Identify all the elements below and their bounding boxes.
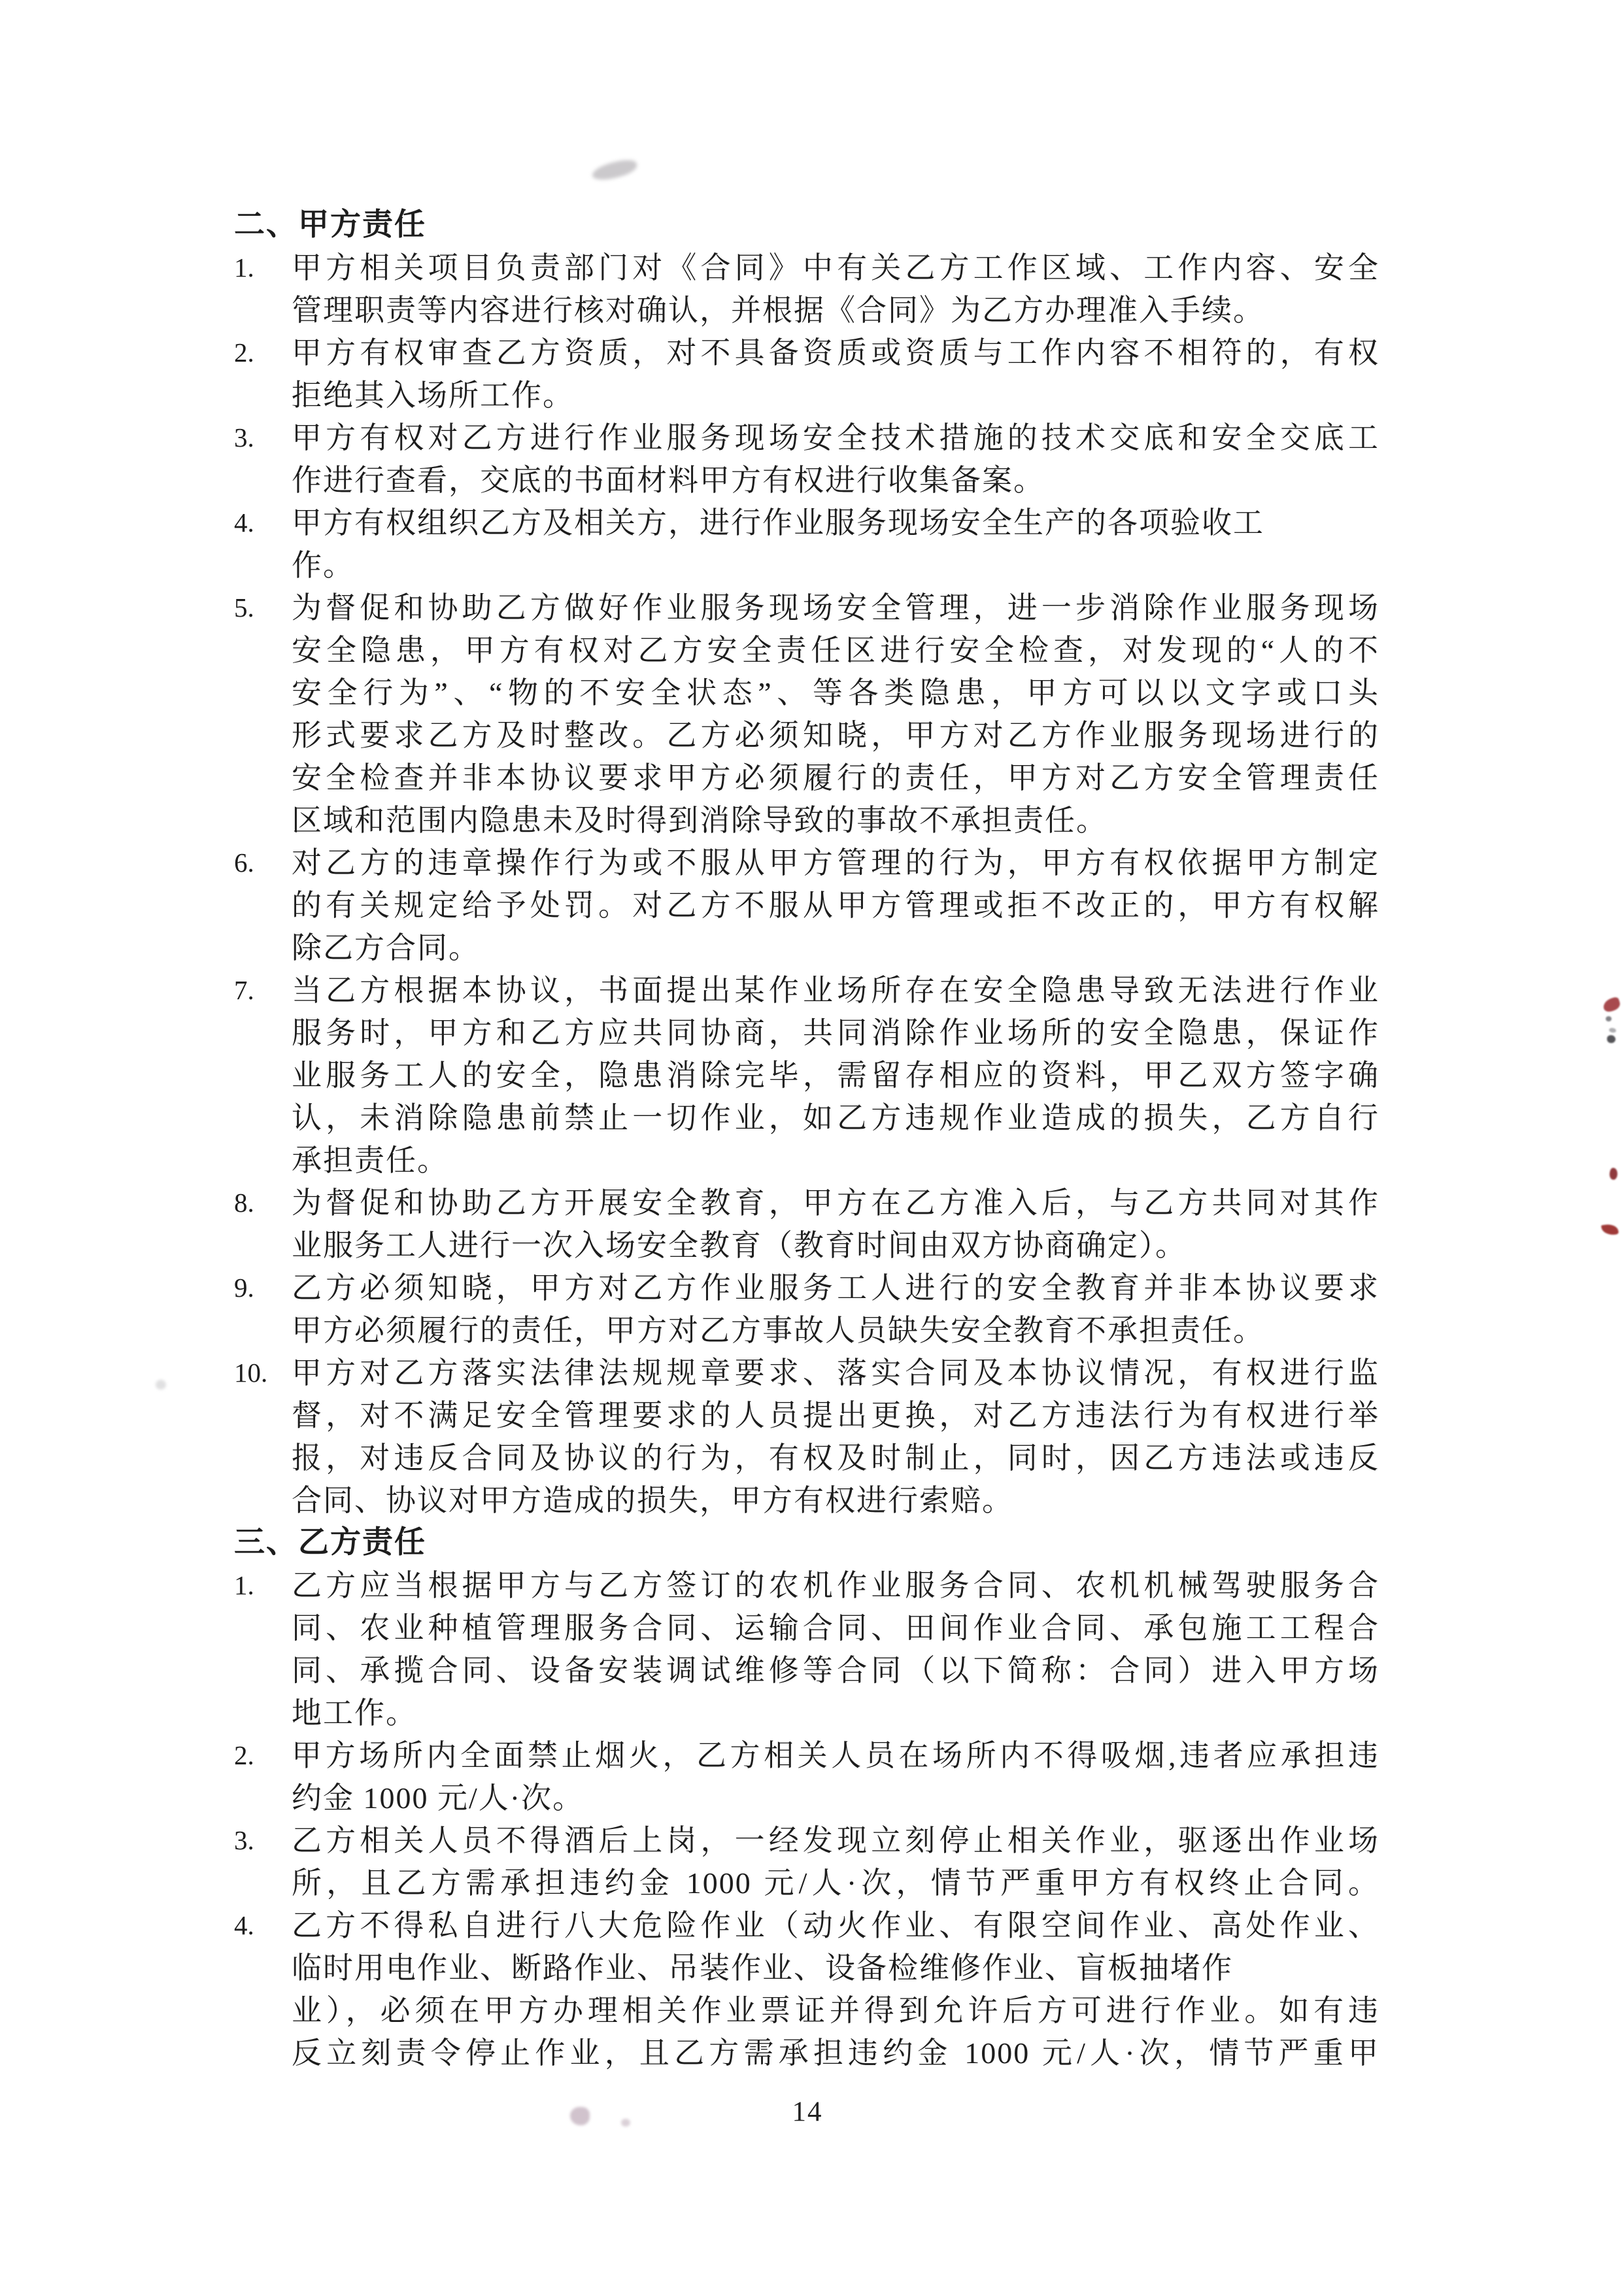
section-heading: 三、乙方责任	[234, 1526, 426, 1560]
text-line: 承担责任。	[292, 1144, 448, 1177]
item-number: 9.	[234, 1273, 254, 1303]
item-number: 6.	[234, 847, 254, 878]
item-number: 3.	[234, 1825, 254, 1855]
item-text	[292, 1734, 1379, 1819]
text-line: 甲方场所内全面禁止烟火，乙方相关人员在场所内不得吸烟,违者应承担违	[292, 1739, 1379, 1772]
text-line: 所，且乙方需承担违约金 1000 元/人·次，情节严重甲方有权终止合同。	[292, 1866, 1379, 1900]
list-item	[234, 1904, 1379, 2074]
item-text	[292, 842, 1379, 969]
item-number: 2.	[234, 1740, 254, 1770]
red-ink-mark-2	[1609, 1167, 1618, 1180]
text-line: 为督促和协助乙方开展安全教育，甲方在乙方准入后，与乙方共同对其作	[292, 1186, 1379, 1220]
list-item	[234, 247, 1379, 332]
text-line: 形式要求乙方及时整改。乙方必须知晓，甲方对乙方作业服务现场进行的	[292, 719, 1379, 752]
item-text	[292, 502, 1379, 587]
text-line: 区域和范围内隐患未及时得到消除导致的事故不承担责任。	[292, 804, 1108, 837]
text-line: 作进行查看，交底的书面材料甲方有权进行收集备案。	[292, 464, 1045, 497]
list-item	[234, 1819, 1379, 1904]
item-number: 8.	[234, 1188, 254, 1218]
text-line: 拒绝其入场所工作。	[292, 379, 574, 412]
pencil-speck-3	[1607, 1035, 1616, 1043]
item-number: 1.	[234, 252, 254, 282]
text-line: 甲方必须履行的责任，甲方对乙方事故人员缺失安全教育不承担责任。	[292, 1314, 1264, 1347]
list-item	[234, 587, 1379, 842]
text-line: 乙方必须知晓，甲方对乙方作业服务工人进行的安全教育并非本协议要求	[292, 1271, 1379, 1305]
text-line: 合同、协议对甲方造成的损失，甲方有权进行索赔。	[292, 1484, 1013, 1517]
text-line: 业服务工人的安全，隐患消除完毕，需留存相应的资料，甲乙双方签字确	[292, 1059, 1379, 1092]
text-line: 地工作。	[292, 1696, 417, 1730]
list-item	[234, 1564, 1379, 1734]
text-line: 管理职责等内容进行核对确认，并根据《合同》为乙方办理准入手续。	[292, 294, 1264, 327]
list-item	[234, 417, 1379, 502]
text-line: 安全隐患，甲方有权对乙方安全责任区进行安全检查，对发现的“人的不	[292, 634, 1379, 667]
text-line: 当乙方根据本协议，书面提出某作业场所存在安全隐患导致无法进行作业	[292, 974, 1379, 1007]
item-number: 5.	[234, 592, 254, 623]
text-line: 临时用电作业、断路作业、吊装作业、设备检维修作业、盲板抽堵作	[292, 1951, 1233, 1985]
text-line: 认，未消除隐患前禁止一切作业，如乙方违规作业造成的损失，乙方自行	[292, 1101, 1379, 1135]
document-body	[234, 204, 1379, 2074]
text-line: 甲方相关项目负责部门对《合同》中有关乙方工作区域、工作内容、安全	[292, 251, 1379, 284]
red-ink-mark-1	[1602, 996, 1622, 1013]
list-item	[234, 1267, 1379, 1352]
text-line: 业），必须在甲方办理相关作业票证并得到允许后方可进行作业。如有违	[292, 1994, 1379, 2027]
item-text	[292, 1352, 1379, 1522]
item-text	[292, 417, 1379, 502]
item-number: 3.	[234, 422, 254, 453]
page-number: 14	[792, 2097, 823, 2127]
text-line: 督，对不满足安全管理要求的人员提出更换，对乙方违法行为有权进行举	[292, 1399, 1379, 1432]
smudge-bottom-left-dot	[621, 2119, 630, 2127]
item-text	[292, 1904, 1379, 2074]
text-line: 安全检查并非本协议要求甲方必须履行的责任，甲方对乙方安全管理责任	[292, 761, 1379, 795]
smudge-top-center	[590, 158, 638, 182]
section-heading: 二、甲方责任	[234, 208, 426, 242]
text-line: 甲方有权审查乙方资质，对不具备资质或资质与工作内容不相符的，有权	[292, 336, 1379, 369]
text-line: 安全行为”、“物的不安全状态”、等各类隐患，甲方可以以文字或口头	[292, 676, 1379, 710]
item-text	[292, 1267, 1379, 1352]
item-text	[292, 1182, 1379, 1267]
item-text	[292, 1819, 1379, 1904]
text-line: 甲方对乙方落实法律法规规章要求、落实合同及本协议情况，有权进行监	[292, 1356, 1379, 1390]
text-line: 约金 1000 元/人·次。	[292, 1781, 584, 1815]
list-item	[234, 842, 1379, 969]
red-ink-mark-3	[1601, 1223, 1619, 1236]
text-line: 报，对违反合同及协议的行为，有权及时制止，同时，因乙方违法或违反	[292, 1441, 1379, 1475]
text-line: 反立刻责令停止作业，且乙方需承担违约金 1000 元/人·次，情节严重甲	[292, 2036, 1379, 2070]
text-line: 甲方有权对乙方进行作业服务现场安全技术措施的技术交底和安全交底工	[292, 421, 1379, 454]
item-text	[292, 969, 1379, 1182]
item-text	[292, 587, 1379, 842]
list-item	[234, 332, 1379, 417]
text-line: 作。	[292, 549, 354, 582]
item-text	[292, 1564, 1379, 1734]
pencil-speck-1	[1606, 1016, 1612, 1021]
text-line: 服务时，甲方和乙方应共同协商，共同消除作业场所的安全隐患，保证作	[292, 1016, 1379, 1050]
text-line: 同、农业种植管理服务合同、运输合同、田间作业合同、承包施工工程合	[292, 1611, 1379, 1645]
list-item	[234, 1352, 1379, 1522]
text-line: 乙方不得私自进行八大危险作业（动火作业、有限空间作业、高处作业、	[292, 1909, 1379, 1942]
item-number: 4.	[234, 1910, 254, 1940]
list-item	[234, 502, 1379, 587]
text-line: 乙方应当根据甲方与乙方签订的农机作业服务合同、农机机械驾驶服务合	[292, 1569, 1379, 1602]
list-item	[234, 969, 1379, 1182]
list-item	[234, 1182, 1379, 1267]
left-margin-speck	[156, 1380, 166, 1390]
item-number: 4.	[234, 507, 254, 538]
pencil-speck-2	[1608, 1027, 1616, 1033]
text-line: 的有关规定给予处罚。对乙方不服从甲方管理或拒不改正的，甲方有权解	[292, 889, 1379, 922]
item-text	[292, 332, 1379, 417]
item-number: 2.	[234, 337, 254, 368]
list-item	[234, 1734, 1379, 1819]
item-number: 1.	[234, 1570, 254, 1600]
text-line: 业服务工人进行一次入场安全教育（教育时间由双方协商确定）。	[292, 1229, 1187, 1262]
text-line: 甲方有权组织乙方及相关方，进行作业服务现场安全生产的各项验收工	[292, 506, 1264, 539]
item-number: 7.	[234, 975, 254, 1005]
text-line: 乙方相关人员不得酒后上岗，一经发现立刻停止相关作业，驱逐出作业场	[292, 1824, 1379, 1857]
text-line: 除乙方合同。	[292, 931, 480, 965]
text-line: 为督促和协助乙方做好作业服务现场安全管理，进一步消除作业服务现场	[292, 591, 1379, 625]
smudge-bottom-left	[570, 2107, 590, 2125]
text-line: 同、承揽合同、设备安装调试维修等合同（以下简称：合同）进入甲方场	[292, 1654, 1379, 1687]
text-line: 对乙方的违章操作行为或不服从甲方管理的行为，甲方有权依据甲方制定	[292, 846, 1379, 880]
item-number: 10.	[234, 1358, 268, 1388]
item-text	[292, 247, 1379, 332]
